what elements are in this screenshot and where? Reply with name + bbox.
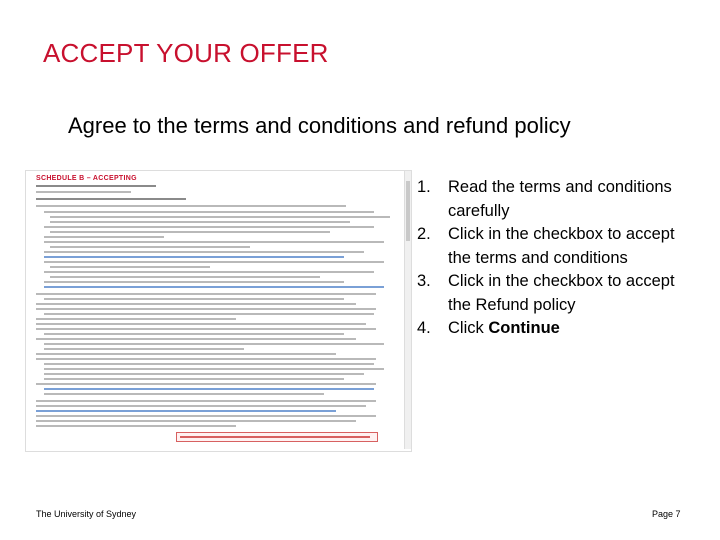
slide-subtitle: Agree to the terms and conditions and refund policy <box>68 113 571 138</box>
document-text-line <box>44 373 364 375</box>
document-text-line <box>50 276 320 278</box>
terms-document-heading: SCHEDULE B – ACCEPTING <box>36 175 137 182</box>
document-scrollbar[interactable] <box>404 171 411 449</box>
step-number: 2. <box>417 225 431 243</box>
document-text-line <box>44 388 374 390</box>
step-item <box>417 270 702 317</box>
document-text-line <box>44 211 374 213</box>
document-text-line <box>36 338 356 340</box>
document-text-line <box>36 303 356 305</box>
document-text-line <box>50 266 210 268</box>
document-text-line <box>36 293 376 295</box>
step-number: 4. <box>417 319 431 337</box>
document-text-line <box>44 226 374 228</box>
document-text-line <box>36 425 236 427</box>
step-number: 1. <box>417 178 431 196</box>
document-text-line <box>36 400 376 402</box>
footer-organization: The University of Sydney <box>36 509 137 519</box>
footer-page-number: Page 7 <box>652 509 681 519</box>
terms-document-screenshot <box>25 170 412 452</box>
terms-document-body <box>26 171 409 449</box>
document-text-line <box>36 318 236 320</box>
document-text-line <box>44 348 244 350</box>
document-text-line <box>36 185 156 187</box>
document-text-line <box>44 343 384 345</box>
document-text-line <box>44 313 374 315</box>
document-text-line <box>44 368 384 370</box>
document-text-line <box>36 353 336 355</box>
document-text-line <box>44 241 384 243</box>
document-text-line <box>50 246 250 248</box>
document-text-line <box>36 191 131 193</box>
document-text-line <box>44 281 344 283</box>
document-text-line <box>50 221 350 223</box>
document-text-line <box>44 363 374 365</box>
document-text-line <box>44 378 344 380</box>
document-text-line <box>36 410 336 412</box>
document-text-line <box>36 308 376 310</box>
document-text-line <box>36 328 376 330</box>
accept-checkbox-row[interactable] <box>176 432 378 442</box>
slide-title: ACCEPT YOUR OFFER <box>43 38 329 68</box>
step-number: 3. <box>417 272 431 290</box>
document-text-line <box>44 261 384 263</box>
steps-list <box>417 176 702 341</box>
continue-keyword: Continue <box>488 319 560 337</box>
scrollbar-thumb[interactable] <box>406 181 410 241</box>
document-text-line <box>36 198 186 200</box>
document-text-line <box>36 358 376 360</box>
document-text-line <box>44 256 344 258</box>
document-text-line <box>44 333 344 335</box>
step-text: Click in the checkbox to accept the Refund policy <box>448 272 675 314</box>
document-text-line <box>36 415 376 417</box>
document-text-line <box>44 286 384 288</box>
document-text-line <box>36 420 356 422</box>
document-text-line <box>44 393 324 395</box>
document-text-line <box>36 323 366 325</box>
step-item <box>417 223 702 270</box>
document-text-line <box>44 298 344 300</box>
document-text-line <box>44 271 374 273</box>
step-text: Click in the checkbox to accept the terms and conditions <box>448 225 675 267</box>
document-text-line <box>44 236 164 238</box>
step-item <box>417 317 702 341</box>
step-item <box>417 176 702 223</box>
step-text: Click <box>448 319 489 337</box>
document-text-line <box>44 251 364 253</box>
document-text-line <box>50 216 390 218</box>
document-text-line <box>36 405 366 407</box>
document-text-line <box>36 205 346 207</box>
document-text-line <box>36 383 376 385</box>
document-text-line <box>50 231 330 233</box>
step-text: Read the terms and conditions carefully <box>448 178 672 220</box>
